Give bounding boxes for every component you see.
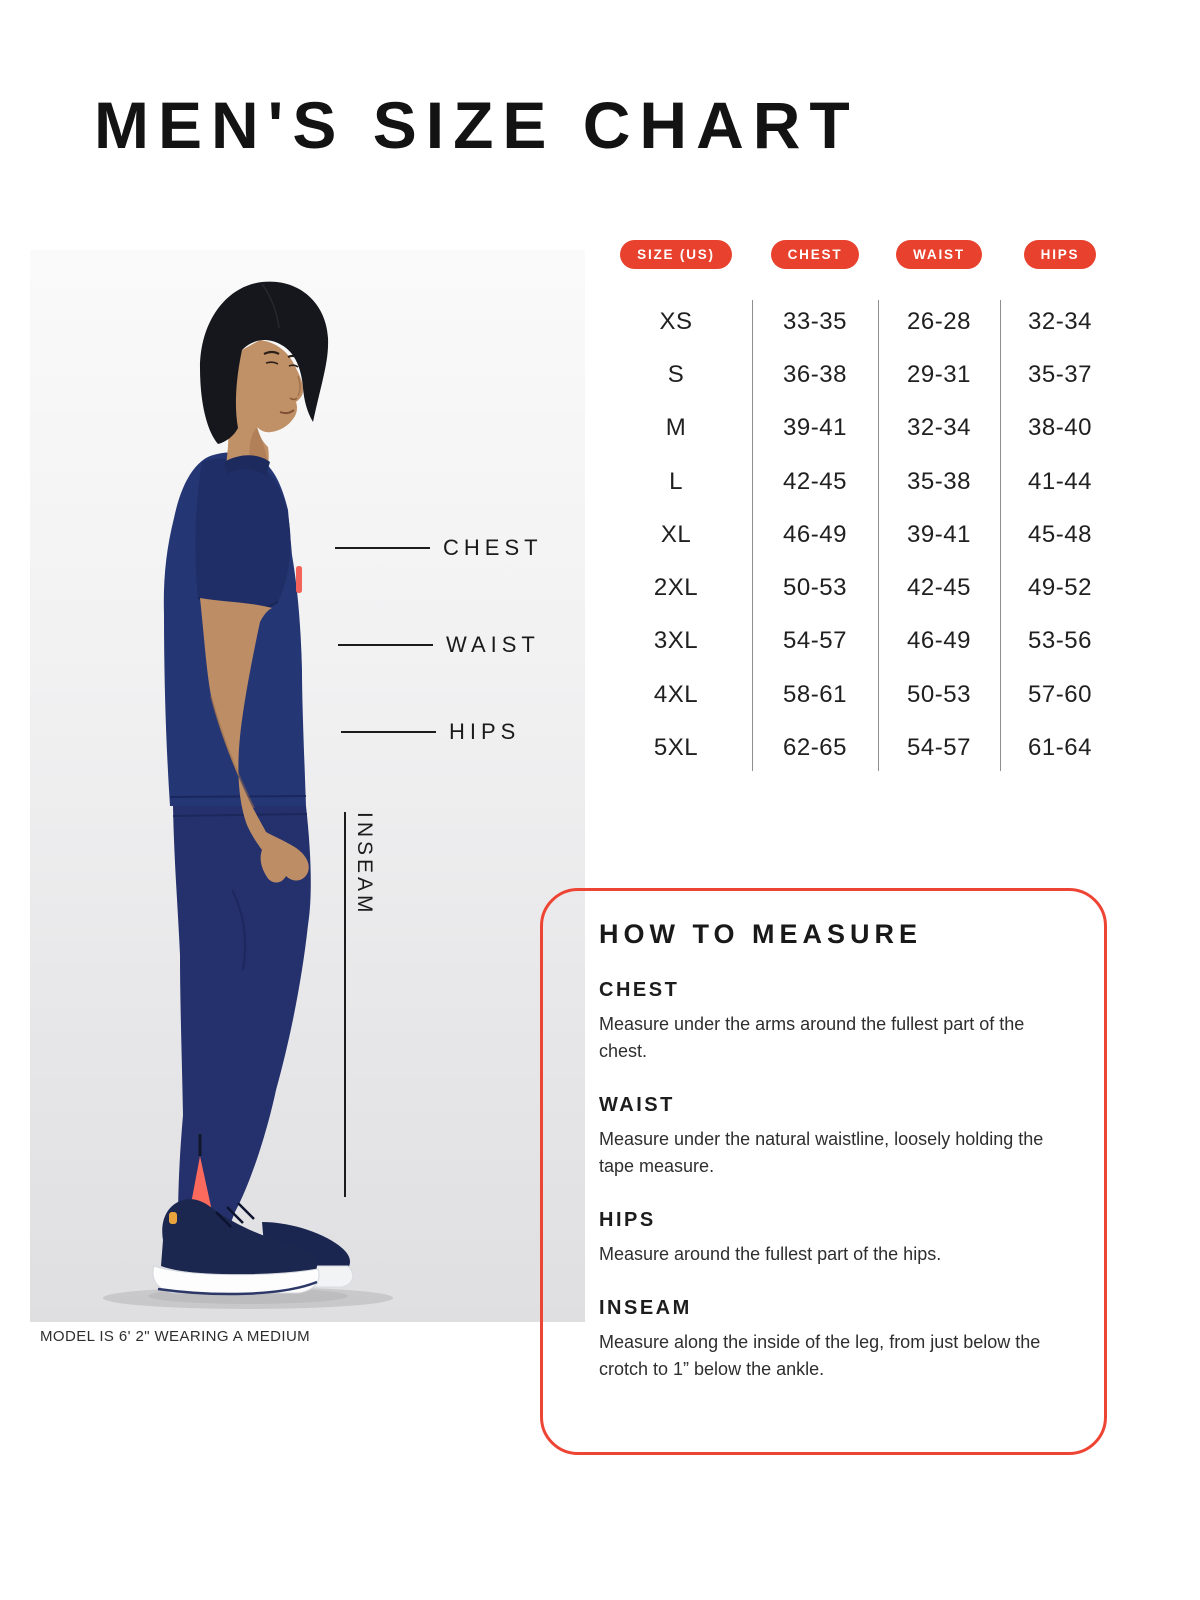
section-heading: INSEAM (599, 1297, 692, 1319)
hips-callout (341, 719, 520, 745)
cell-chest: 50-53 (783, 574, 847, 602)
hips-callout-label: HIPS (449, 719, 521, 744)
cell-hips: 57-60 (1028, 680, 1092, 708)
chest-callout-line (335, 547, 430, 549)
section-body: Measure around the fullest part of the hips. (599, 1244, 942, 1264)
cell-size: 5XL (653, 734, 699, 762)
waist-callout-label: WAIST (446, 632, 540, 657)
cell-chest: 33-35 (783, 307, 847, 335)
cell-size: S (667, 360, 685, 388)
size-table-header (600, 240, 1120, 269)
cell-chest: 39-41 (783, 414, 847, 442)
measure-section-inseam (599, 1297, 1064, 1383)
measure-section-hips (599, 1209, 1064, 1268)
size-table (600, 240, 1120, 775)
section-heading: CHEST (599, 979, 680, 1001)
model-caption: MODEL IS 6' 2" WEARING A MEDIUM (40, 1328, 311, 1345)
table-row (600, 508, 1120, 561)
cell-waist: 46-49 (907, 627, 971, 655)
cell-hips: 41-44 (1028, 467, 1092, 495)
cell-waist: 32-34 (907, 414, 971, 442)
cell-hips: 49-52 (1028, 574, 1092, 602)
section-body: Measure along the inside of the leg, from just below the crotch to 1” below the ankle. (599, 1332, 1041, 1379)
cell-chest: 42-45 (783, 467, 847, 495)
header-pill-size: SIZE (US) (620, 240, 732, 269)
how-to-measure-box (540, 888, 1107, 1455)
chest-callout-label: CHEST (443, 535, 543, 560)
section-heading: WAIST (599, 1094, 675, 1116)
cell-size: 2XL (653, 574, 699, 602)
cell-waist: 54-57 (907, 734, 971, 762)
table-row (600, 615, 1120, 668)
section-body: Measure under the arms around the fullest part of the chest. (599, 1014, 1025, 1061)
cell-chest: 58-61 (783, 680, 847, 708)
table-row (600, 668, 1120, 721)
model-illustration (30, 250, 585, 1322)
waist-callout (338, 632, 540, 658)
cell-waist: 42-45 (907, 574, 971, 602)
cell-size: XL (660, 520, 692, 548)
column-divider (1000, 300, 1001, 771)
cell-size: XS (659, 307, 693, 335)
inseam-callout-line (344, 812, 346, 1197)
table-row (600, 348, 1120, 401)
cell-hips: 35-37 (1028, 360, 1092, 388)
section-heading: HIPS (599, 1209, 656, 1231)
waist-callout-line (338, 644, 433, 646)
table-row (600, 295, 1120, 348)
cell-chest: 36-38 (783, 360, 847, 388)
column-divider (752, 300, 753, 771)
cell-hips: 45-48 (1028, 520, 1092, 548)
cell-chest: 46-49 (783, 520, 847, 548)
cell-size: 4XL (653, 680, 699, 708)
size-table-body (600, 295, 1120, 775)
cell-size: L (669, 467, 683, 495)
page-title: MEN'S SIZE CHART (94, 88, 859, 162)
inseam-callout-label: INSEAM (353, 812, 376, 917)
cell-waist: 50-53 (907, 680, 971, 708)
header-pill-waist: WAIST (896, 240, 982, 269)
how-to-measure-title: HOW TO MEASURE (599, 919, 923, 949)
cell-hips: 53-56 (1028, 627, 1092, 655)
table-row (600, 455, 1120, 508)
table-row (600, 721, 1120, 774)
cell-hips: 38-40 (1028, 414, 1092, 442)
chest-callout (335, 535, 543, 561)
cell-chest: 54-57 (783, 627, 847, 655)
column-divider (878, 300, 879, 771)
hips-callout-line (341, 731, 436, 733)
cell-size: 3XL (653, 627, 699, 655)
cell-chest: 62-65 (783, 734, 847, 762)
table-row (600, 561, 1120, 614)
cell-hips: 61-64 (1028, 734, 1092, 762)
section-body: Measure under the natural waistline, loosely holding the tape measure. (599, 1129, 1044, 1176)
table-row (600, 402, 1120, 455)
cell-hips: 32-34 (1028, 307, 1092, 335)
measure-section-waist (599, 1094, 1064, 1180)
model-photo (30, 250, 585, 1322)
cell-size: M (665, 414, 687, 442)
cell-waist: 26-28 (907, 307, 971, 335)
header-pill-chest: CHEST (771, 240, 860, 269)
cell-waist: 35-38 (907, 467, 971, 495)
measure-section-chest (599, 979, 1064, 1065)
header-pill-hips: HIPS (1024, 240, 1097, 269)
cell-waist: 29-31 (907, 360, 971, 388)
cell-waist: 39-41 (907, 520, 971, 548)
